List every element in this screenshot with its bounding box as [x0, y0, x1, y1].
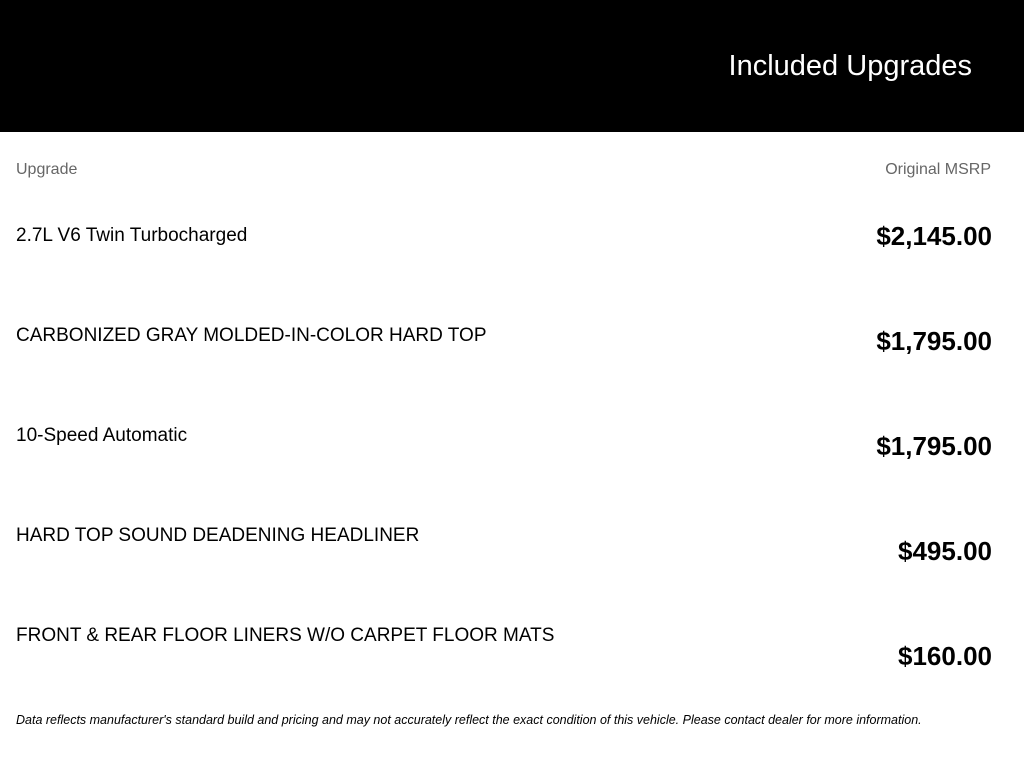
table-row	[0, 424, 1024, 524]
page-title: Included Upgrades	[728, 50, 972, 82]
upgrade-price: $160.00	[898, 641, 992, 671]
table-row	[0, 624, 1024, 724]
table-row	[0, 221, 1024, 324]
disclaimer-text: Data reflects manufacturer's standard build and pricing and may not accurately reflect the exact condition of this vehicle. Please contact dealer for more information.	[16, 713, 922, 727]
upgrade-name: CARBONIZED GRAY MOLDED-IN-COLOR HARD TOP	[16, 325, 487, 346]
table-row	[0, 524, 1024, 624]
upgrade-price: $1,795.00	[876, 431, 992, 461]
column-header-original-msrp: Original MSRP	[885, 161, 991, 178]
upgrade-name: HARD TOP SOUND DEADENING HEADLINER	[16, 525, 420, 546]
upgrade-price: $1,795.00	[876, 326, 992, 356]
upgrade-price: $495.00	[898, 536, 992, 566]
upgrade-name: 10-Speed Automatic	[16, 425, 188, 446]
table-row	[0, 324, 1024, 424]
upgrade-price: $2,145.00	[876, 221, 992, 251]
upgrade-name: 2.7L V6 Twin Turbocharged	[16, 225, 248, 246]
column-header-upgrade: Upgrade	[16, 161, 78, 178]
header-banner	[0, 0, 1024, 132]
upgrade-name: FRONT & REAR FLOOR LINERS W/O CARPET FLOOR MATS	[16, 625, 555, 646]
